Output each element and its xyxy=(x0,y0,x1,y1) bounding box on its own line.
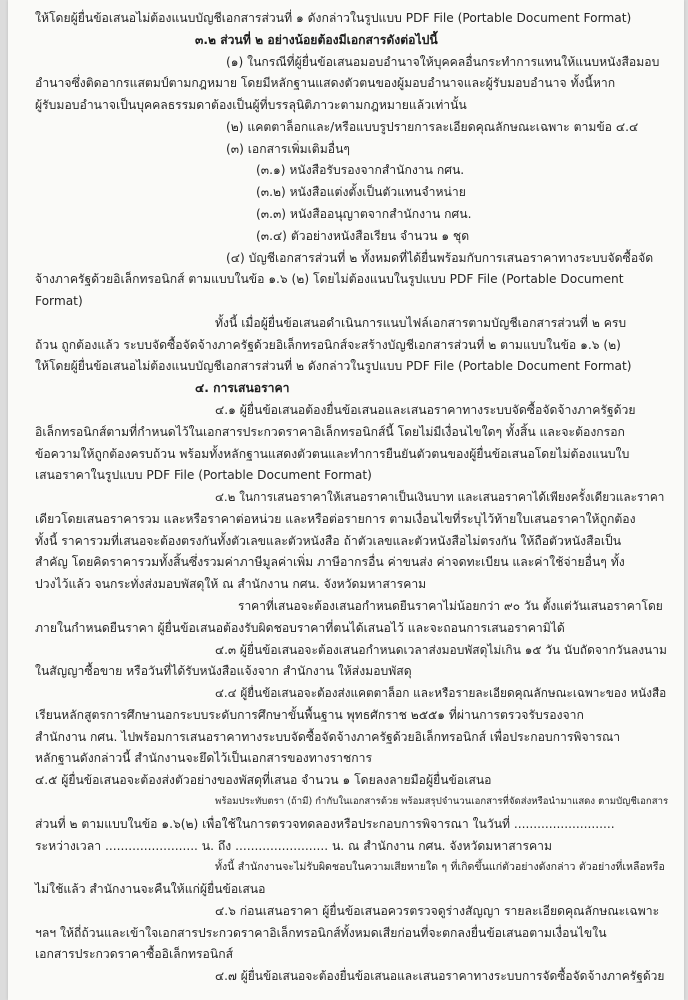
text-line: (๔) บัญชีเอกสารส่วนที่ ๒ ทั้งหมดที่ได้ยื่นพร้อมกับการเสนอราคาทางระบบจัดซื้อจัด xyxy=(226,251,654,265)
list-item: (๓.๔) ตัวอย่างหนังสือเรียน จำนวน ๑ ชุด xyxy=(256,229,470,243)
text-line: (๑) ในกรณีที่ผู้ยื่นข้อเสนอมอบอำนาจให้บุคคลอื่นกระทำการแทนให้แนบหนังสือมอบ xyxy=(226,55,660,69)
text-line: หลักฐานดังกล่าวนี้ สำนักงานจะยึดไว้เป็นเอกสารของทางราชการ xyxy=(35,751,373,765)
text-line: ภายในกำหนดยืนราคา ผู้ยื่นข้อเสนอต้องรับผิดชอบราคาที่ตนได้เสนอไว้ และจะถอนการเสนอราคามิได้ xyxy=(35,621,565,635)
text-line: Format) xyxy=(35,294,83,308)
text-line: ผู้รับมอบอำนาจเป็นบุคคลธรรมดาต้องเป็นผู้ที่บรรลุนิติภาวะตามกฎหมายแล้วเท่านั้น xyxy=(35,98,467,112)
text-line: เดียวโดยเสนอราคารวม และหรือราคาต่อหน่วย และหรือต่อรายการ ตามเงื่อนไขที่ระบุไว้ท้ายใบเสนอราคาให้ถูกต้อง xyxy=(35,512,636,526)
text-line: ๔.๒ ในการเสนอราคาให้เสนอราคาเป็นเงินบาท และเสนอราคาได้เพียงครั้งเดียวและราคา xyxy=(215,490,665,504)
text-line: ๔.๖ ก่อนเสนอราคา ผู้ยื่นข้อเสนอควรตรวจดูร่างสัญญา รายละเอียดคุณลักษณะเฉพาะ xyxy=(215,904,660,918)
list-item: (๓.๑) หนังสือรับรองจากสำนักงาน กศน. xyxy=(256,163,465,177)
text-line: ให้โดยผู้ยื่นข้อเสนอไม่ต้องแนบบัญชีเอกสารส่วนที่ ๒ ดังกล่าวในรูปแบบ PDF File (Portable Document Format) xyxy=(35,359,632,373)
text-line: ในสัญญาซื้อขาย หรือวันที่ได้รับหนังสือแจ้งจาก สำนักงาน ให้ส่งมอบพัสดุ xyxy=(35,664,412,678)
text-line: ทั้งนี้ ราคารวมที่เสนอจะต้องตรงกันทั้งตัวเลขและตัวหนังสือ ถ้าตัวเลขและตัวหนังสือไม่ตรงกัน ให้ถือตัวหนังสือเป็น xyxy=(35,534,622,548)
text-line: ทั้งนี้ สำนักงานจะไม่รับผิดชอบในความเสียหายใด ๆ ที่เกิดขึ้นแก่ตัวอย่างดังกล่าว ตัวอย่างที่เหลือหรือ xyxy=(215,861,665,873)
text-line: สำคัญ โดยคิดราคารวมทั้งสิ้นซึ่งรวมค่าภาษีมูลค่าเพิ่ม ภาษีอากรอื่น ค่าขนส่ง ค่าจดทะเบียน และค่าใช้จ่ายอื่นๆ ทั้ง xyxy=(35,555,625,569)
section-heading-4: ๔. การเสนอราคา xyxy=(195,381,290,395)
text-line: (๒) แคตตาล็อกและ/หรือแบบรูปรายการละเอียดคุณลักษณะเฉพาะ ตามข้อ ๔.๔ xyxy=(226,120,639,134)
text-line: อิเล็กทรอนิกส์ตามที่กำหนดไว้ในเอกสารประกวดราคาอิเล็กทรอนิกส์นี้ โดยไม่มีเงื่อนไขใดๆ ทั้งสิ้น และจะต้องกรอก xyxy=(35,425,625,439)
list-item: (๓.๓) หนังสืออนุญาตจากสำนักงาน กศน. xyxy=(256,207,472,221)
text-line: ระหว่างเวลา ........................ น. ถึง ........................ น. ณ สำนักงาน กศน. จังหวัดมหาสารคาม xyxy=(35,839,553,853)
text-line: ข้อความให้ถูกต้องครบถ้วน พร้อมทั้งหลักฐานแสดงตัวตนและทำการยืนยันตัวตนของผู้ยื่นข้อเสนอโดยไม่ต้องแนบใบ xyxy=(35,447,630,461)
text-line: สำนักงาน กศน. ไปพร้อมการเสนอราคาทางระบบจัดซื้อจัดจ้างภาครัฐด้วยอิเล็กทรอนิกส์ เพื่อประกอบการพิจารณา xyxy=(35,730,621,744)
text-line: ทั้งนี้ เมื่อผู้ยื่นข้อเสนอดำเนินการแนบไฟล์เอกสารตามบัญชีเอกสารส่วนที่ ๒ ครบ xyxy=(215,316,627,330)
text-line: เอกสารประกวดราคาซื้ออิเล็กทรอนิกส์ xyxy=(35,947,234,961)
text-line: ให้โดยผู้ยื่นข้อเสนอไม่ต้องแนบบัญชีเอกสารส่วนที่ ๑ ดังกล่าวในรูปแบบ PDF File (Portable Document Format) xyxy=(35,11,632,25)
document-page xyxy=(8,0,684,1000)
text-line: ๔.๔ ผู้ยื่นข้อเสนอจะต้องส่งแคตตาล็อก และหรือรายละเอียดคุณลักษณะเฉพาะของ หนังสือ xyxy=(215,686,667,700)
text-line: ถ้วน ถูกต้องแล้ว ระบบจัดซื้อจัดจ้างภาครัฐด้วยอิเล็กทรอนิกส์จะสร้างบัญชีเอกสารส่วนที่ ๒ ตามแบบในข้อ ๑.๖ (๒) xyxy=(35,338,621,352)
text-line: ปวงไว้แล้ว จนกระทั่งส่งมอบพัสดุให้ ณ สำนักงาน กศน. จังหวัดมหาสารคาม xyxy=(35,577,427,591)
section-heading-3-2: ๓.๒ ส่วนที่ ๒ อย่างน้อยต้องมีเอกสารดังต่อไปนี้ xyxy=(195,33,438,47)
text-line: ๔.๑ ผู้ยื่นข้อเสนอต้องยื่นข้อเสนอและเสนอราคาทางระบบจัดซื้อจัดจ้างภาครัฐด้วย xyxy=(215,403,636,417)
text-line: เสนอราคาในรูปแบบ PDF File (Portable Document Format) xyxy=(35,468,372,482)
text-line: ราคาที่เสนอจะต้องเสนอกำหนดยืนราคาไม่น้อยกว่า ๙๐ วัน ตั้งแต่วันเสนอราคาโดย xyxy=(238,599,663,613)
text-line: ไม่ใช้แล้ว สำนักงานจะคืนให้แก่ผู้ยื่นข้อเสนอ xyxy=(35,882,266,896)
text-line: จ้างภาครัฐด้วยอิเล็กทรอนิกส์ ตามแบบในข้อ ๑.๖ (๒) โดยไม่ต้องแนบในรูปแบบ PDF File (Portable Document xyxy=(35,272,624,286)
text-line: พร้อมประทับตรา (ถ้ามี) กำกับในเอกสารด้วย พร้อมสรุปจำนวนเอกสารที่จัดส่งหรือนำมาแสดง ตามบัญชีเอกสาร xyxy=(215,796,669,807)
text-line: ฯลฯ ให้ถี่ถ้วนและเข้าใจเอกสารประกวดราคาอิเล็กทรอนิกส์ทั้งหมดเสียก่อนที่จะตกลงยื่นข้อเสนอตามเงื่อนไขใน xyxy=(35,926,607,940)
text-line: (๓) เอกสารเพิ่มเติมอื่นๆ xyxy=(226,142,350,156)
list-item: (๓.๒) หนังสือแต่งตั้งเป็นตัวแทนจำหน่าย xyxy=(256,185,466,199)
text-line: อำนาจซึ่งติดอากรแสตมป์ตามกฎหมาย โดยมีหลักฐานแสดงตัวตนของผู้มอบอำนาจและผู้รับมอบอำนาจ ทั้งนี้หาก xyxy=(35,76,616,90)
text-line: เรียนหลักสูตรการศึกษานอกระบบระดับการศึกษาขั้นพื้นฐาน พุทธศักราช ๒๕๕๑ ที่ผ่านการตรวจรับรองจาก xyxy=(35,708,584,722)
text-line: ๔.๗ ผู้ยื่นข้อเสนอจะต้องยื่นข้อเสนอและเสนอราคาทางระบบการจัดซื้อจัดจ้างภาครัฐด้วย xyxy=(215,969,665,983)
text-line: ๔.๕ ผู้ยื่นข้อเสนอจะต้องส่งตัวอย่างของพัสดุที่เสนอ จำนวน ๑ โดยลงลายมือผู้ยื่นข้อเสนอ xyxy=(35,773,492,787)
text-line: ๔.๓ ผู้ยื่นข้อเสนอจะต้องเสนอกำหนดเวลาส่งมอบพัสดุไม่เกิน ๑๕ วัน นับถัดจากวันลงนาม xyxy=(215,643,667,657)
text-line: ส่วนที่ ๒ ตามแบบในข้อ ๑.๖(๒) เพื่อใช้ในการตรวจทดลองหรือประกอบการพิจารณา ในวันที่ .......................... xyxy=(35,817,615,831)
